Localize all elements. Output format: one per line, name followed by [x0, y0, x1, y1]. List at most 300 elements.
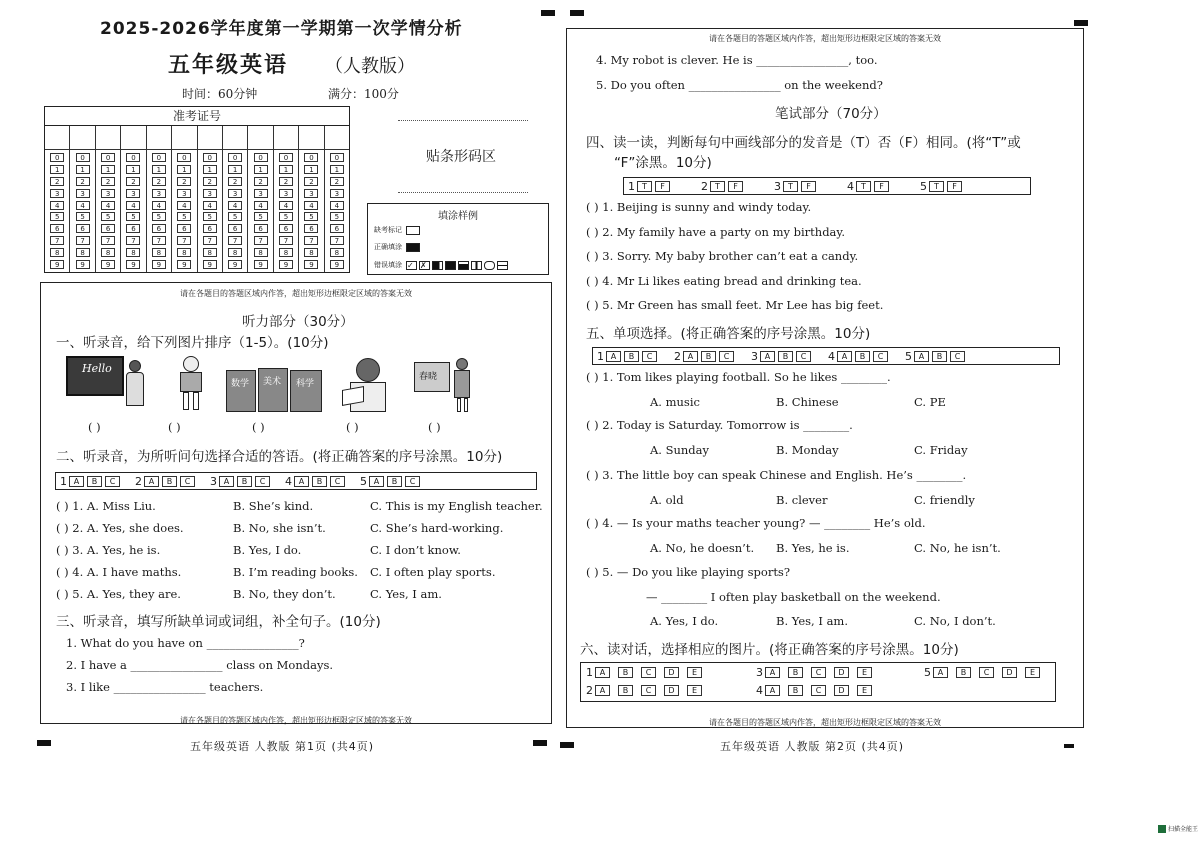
fill-blank-question[interactable]: 2. I have a ________________ class on Mondays. — [66, 658, 334, 672]
digit-bubble[interactable]: 0 — [76, 153, 90, 162]
choice-option-c[interactable]: C. Friday — [914, 443, 968, 457]
digit-bubble[interactable]: 4 — [203, 201, 217, 210]
admission-digit-entry[interactable] — [198, 126, 222, 150]
digit-bubble[interactable]: 2 — [279, 177, 293, 186]
digit-bubble[interactable]: 9 — [152, 260, 166, 269]
question-option-a[interactable]: ( ) 4. A. I have maths. — [56, 565, 182, 579]
digit-bubble[interactable]: 0 — [101, 153, 115, 162]
answer-number: 5 — [360, 474, 367, 488]
picture-bracket[interactable]: ( ) — [168, 420, 181, 434]
answer-group — [847, 180, 892, 193]
digit-bubble[interactable]: 4 — [177, 201, 191, 210]
digit-bubble[interactable]: 5 — [304, 212, 318, 221]
answer-number: 2 — [701, 179, 708, 193]
digit-bubble[interactable]: 0 — [177, 153, 191, 162]
answer-bubble[interactable]: A — [595, 685, 610, 696]
question-option-b[interactable]: B. She’s kind. — [233, 499, 314, 513]
choice-option-c[interactable]: C. friendly — [914, 493, 975, 507]
digit-bubble[interactable]: 9 — [279, 260, 293, 269]
digit-bubble[interactable]: 1 — [101, 165, 115, 174]
answer-bubble[interactable]: C — [180, 476, 195, 487]
fill-blank-question[interactable]: 5. Do you often ________________ on the weekend? — [596, 78, 883, 92]
picture-bracket[interactable]: ( ) — [88, 420, 101, 434]
answer-bubble[interactable]: A — [765, 667, 780, 678]
question-option-b[interactable]: B. No, she isn’t. — [233, 521, 326, 535]
digit-bubble[interactable]: 9 — [304, 260, 318, 269]
digit-bubble[interactable]: 8 — [177, 248, 191, 257]
digit-bubble[interactable]: 8 — [50, 248, 64, 257]
admission-digit-entry[interactable] — [70, 126, 94, 150]
digit-bubble[interactable]: 5 — [254, 212, 268, 221]
answer-bubble[interactable]: A — [219, 476, 234, 487]
answer-bubble[interactable]: D — [664, 685, 679, 696]
answer-bubble[interactable]: T — [783, 181, 798, 192]
digit-bubble[interactable]: 8 — [203, 248, 217, 257]
answer-bubble[interactable]: F — [655, 181, 670, 192]
digit-bubble[interactable]: 4 — [101, 201, 115, 210]
absent-box[interactable] — [406, 226, 420, 235]
digit-bubble[interactable]: 1 — [304, 165, 318, 174]
digit-bubble[interactable]: 7 — [50, 236, 64, 245]
answer-bubble[interactable]: B — [932, 351, 947, 362]
answer-bubble[interactable]: E — [1025, 667, 1040, 678]
answer-number: 1 — [586, 666, 593, 679]
digit-bubble[interactable]: 8 — [126, 248, 140, 257]
digit-bubble[interactable]: 8 — [101, 248, 115, 257]
choice-option-a[interactable]: A. Yes, I do. — [650, 614, 719, 628]
digit-bubble[interactable]: 3 — [304, 189, 318, 198]
digit-bubble[interactable]: 9 — [330, 260, 344, 269]
admission-column — [248, 126, 273, 272]
picture-bracket[interactable]: ( ) — [428, 420, 441, 434]
digit-bubble[interactable]: 2 — [203, 177, 217, 186]
digit-bubble[interactable]: 1 — [152, 165, 166, 174]
digit-bubble[interactable]: 7 — [177, 236, 191, 245]
answer-bubble[interactable]: C — [330, 476, 345, 487]
answer-bubble[interactable]: B — [788, 667, 803, 678]
choice-option-c[interactable]: C. No, he isn’t. — [914, 541, 1001, 555]
answer-bubble[interactable]: C — [979, 667, 994, 678]
answer-bubble[interactable]: E — [687, 667, 702, 678]
answer-group — [135, 475, 198, 488]
digit-bubble[interactable]: 1 — [50, 165, 64, 174]
admission-digit-entry[interactable] — [248, 126, 272, 150]
digit-bubble[interactable]: 5 — [101, 212, 115, 221]
section-5-title: 五、单项选择。(将正确答案的序号涂黑。10分) — [586, 326, 871, 342]
answer-number: 4 — [285, 474, 292, 488]
judge-question[interactable]: ( ) 2. My family have a party on my birthday. — [586, 224, 846, 239]
correct-label: 正确填涂 — [374, 243, 402, 251]
admission-column — [147, 126, 172, 272]
judge-question[interactable]: ( ) 3. Sorry. My baby brother can’t eat a candy. — [586, 249, 859, 263]
admission-digit-entry[interactable] — [223, 126, 247, 150]
admission-digit-entry[interactable] — [172, 126, 196, 150]
judge-question[interactable]: ( ) 4. Mr Li likes eating bread and drinking tea. — [586, 273, 862, 288]
choice-question-reply[interactable]: — ________ I often play basketball on the weekend. — [646, 590, 941, 604]
digit-bubble[interactable]: 9 — [203, 260, 217, 269]
hello-text: Hello — [82, 362, 112, 375]
choice-option-b[interactable]: B. Chinese — [776, 395, 839, 409]
answer-bubble[interactable]: D — [834, 667, 849, 678]
digit-bubble[interactable]: 0 — [304, 153, 318, 162]
question-option-c[interactable]: C. Yes, I am. — [370, 587, 442, 601]
question-option-b[interactable]: B. No, they don’t. — [233, 587, 336, 601]
digit-bubble[interactable]: 0 — [228, 153, 242, 162]
fill-blank-question[interactable]: 4. My robot is clever. He is ________________, too. — [596, 53, 878, 67]
digit-bubble[interactable]: 6 — [304, 224, 318, 233]
check-icon: ✓ — [406, 261, 417, 270]
answer-bubble[interactable]: B — [387, 476, 402, 487]
digit-bubble[interactable]: 3 — [279, 189, 293, 198]
digit-bubble[interactable]: 9 — [254, 260, 268, 269]
digit-bubble[interactable]: 9 — [177, 260, 191, 269]
digit-bubble[interactable]: 9 — [50, 260, 64, 269]
registration-mark — [541, 10, 555, 16]
digit-bubble[interactable]: 0 — [203, 153, 217, 162]
digit-bubble[interactable]: 4 — [304, 201, 318, 210]
answer-bubble[interactable]: E — [687, 685, 702, 696]
section-5-answer-row — [592, 347, 1060, 365]
digit-bubble[interactable]: 3 — [50, 189, 64, 198]
digit-bubble[interactable]: 7 — [203, 236, 217, 245]
answer-number: 3 — [774, 179, 781, 193]
answer-bubble[interactable]: F — [947, 181, 962, 192]
answer-bubble[interactable]: B — [701, 351, 716, 362]
answer-bubble[interactable]: C — [796, 351, 811, 362]
answer-bubble[interactable]: F — [874, 181, 889, 192]
question-option-a[interactable]: ( ) 5. A. Yes, they are. — [56, 587, 181, 601]
maths-book-label: 数学 — [231, 379, 250, 389]
answer-number: 3 — [756, 666, 763, 679]
question-option-b[interactable]: B. Yes, I do. — [233, 543, 302, 557]
science-book-label: 科学 — [296, 379, 315, 389]
digit-bubble[interactable]: 0 — [254, 153, 268, 162]
digit-bubble[interactable]: 7 — [304, 236, 318, 245]
admission-digit-options — [325, 150, 349, 272]
digit-bubble[interactable]: 8 — [304, 248, 318, 257]
digit-bubble[interactable]: 8 — [228, 248, 242, 257]
digit-bubble[interactable]: 3 — [228, 189, 242, 198]
digit-bubble[interactable]: 7 — [126, 236, 140, 245]
answer-bubble[interactable]: C — [811, 667, 826, 678]
digit-bubble[interactable]: 5 — [50, 212, 64, 221]
answer-bubble[interactable]: A — [294, 476, 309, 487]
choice-question[interactable]: ( ) 4. — Is your maths teacher young? — ________ He’s old. — [586, 516, 926, 530]
digit-bubble[interactable]: 8 — [330, 248, 344, 257]
digit-bubble[interactable]: 2 — [126, 177, 140, 186]
admission-digit-entry[interactable] — [325, 126, 349, 150]
admission-digit-entry[interactable] — [96, 126, 120, 150]
answer-bubble[interactable]: B — [778, 351, 793, 362]
page-footer-1: 五年级英语 人教版 第1页 (共4页) — [190, 740, 375, 753]
digit-bubble[interactable]: 4 — [254, 201, 268, 210]
answer-bubble[interactable]: A — [837, 351, 852, 362]
score-label: 满分：100分 — [328, 87, 399, 101]
answer-bubble[interactable]: C — [811, 685, 826, 696]
answer-bubble[interactable]: C — [950, 351, 965, 362]
choice-option-b[interactable]: B. Monday — [776, 443, 839, 457]
answer-bubble[interactable]: D — [664, 667, 679, 678]
digit-bubble[interactable]: 5 — [76, 212, 90, 221]
question-option-c[interactable]: C. I don’t know. — [370, 543, 461, 557]
digit-bubble[interactable]: 0 — [152, 153, 166, 162]
fill-sample-box — [367, 203, 549, 275]
answer-bubble[interactable]: A — [933, 667, 948, 678]
digit-bubble[interactable]: 8 — [254, 248, 268, 257]
digit-bubble[interactable]: 6 — [279, 224, 293, 233]
digit-bubble[interactable]: 5 — [203, 212, 217, 221]
digit-bubble[interactable]: 2 — [152, 177, 166, 186]
admission-digit-entry[interactable] — [147, 126, 171, 150]
digit-bubble[interactable]: 1 — [254, 165, 268, 174]
digit-bubble[interactable]: 6 — [254, 224, 268, 233]
answer-note: 请在各题目的答题区域内作答，超出矩形边框限定区域的答案无效 — [709, 718, 941, 727]
choice-option-b[interactable]: B. Yes, I am. — [776, 614, 848, 628]
digit-bubble[interactable]: 6 — [101, 224, 115, 233]
digit-bubble[interactable]: 4 — [279, 201, 293, 210]
digit-bubble[interactable]: 9 — [76, 260, 90, 269]
digit-bubble[interactable]: 4 — [228, 201, 242, 210]
digit-bubble[interactable]: 1 — [126, 165, 140, 174]
admission-digit-entry[interactable] — [45, 126, 69, 150]
digit-bubble[interactable]: 1 — [279, 165, 293, 174]
answer-bubble[interactable]: A — [69, 476, 84, 487]
digit-bubble[interactable]: 6 — [330, 224, 344, 233]
choice-option-a[interactable]: A. Sunday — [650, 443, 710, 457]
question-option-a[interactable]: ( ) 1. A. Miss Liu. — [56, 499, 156, 513]
answer-bubble[interactable]: A — [760, 351, 775, 362]
answer-bubble[interactable]: C — [105, 476, 120, 487]
answer-bubble[interactable]: A — [595, 667, 610, 678]
answer-bubble[interactable]: T — [710, 181, 725, 192]
digit-bubble[interactable]: 2 — [330, 177, 344, 186]
picture-bracket[interactable]: ( ) — [252, 420, 265, 434]
admission-digit-entry[interactable] — [121, 126, 145, 150]
fill-blank-question[interactable]: 3. I like ________________ teachers. — [66, 680, 264, 694]
choice-option-b[interactable]: B. Yes, he is. — [776, 541, 850, 555]
answer-group — [586, 684, 710, 697]
digit-bubble[interactable]: 6 — [177, 224, 191, 233]
digit-bubble[interactable]: 6 — [203, 224, 217, 233]
digit-bubble[interactable]: 7 — [254, 236, 268, 245]
logo-icon — [1158, 825, 1166, 833]
question-option-a[interactable]: ( ) 3. A. Yes, he is. — [56, 543, 161, 557]
digit-bubble[interactable]: 1 — [330, 165, 344, 174]
digit-bubble[interactable]: 8 — [76, 248, 90, 257]
admission-digit-options — [147, 150, 171, 272]
answer-number: 2 — [135, 474, 142, 488]
absent-label: 缺考标记 — [374, 226, 402, 234]
digit-bubble[interactable]: 9 — [101, 260, 115, 269]
digit-bubble[interactable]: 9 — [228, 260, 242, 269]
digit-bubble[interactable]: 6 — [76, 224, 90, 233]
digit-bubble[interactable]: 2 — [177, 177, 191, 186]
answer-bubble[interactable]: A — [144, 476, 159, 487]
question-option-a[interactable]: ( ) 2. A. Yes, she does. — [56, 521, 184, 535]
digit-bubble[interactable]: 1 — [177, 165, 191, 174]
digit-bubble[interactable]: 2 — [101, 177, 115, 186]
digit-bubble[interactable]: 6 — [50, 224, 64, 233]
answer-group — [210, 475, 273, 488]
answer-bubble[interactable]: T — [856, 181, 871, 192]
answer-bubble[interactable]: A — [606, 351, 621, 362]
answer-bubble[interactable]: B — [312, 476, 327, 487]
answer-bubble[interactable]: A — [765, 685, 780, 696]
choice-question[interactable]: ( ) 3. The little boy can speak Chinese and English. He’s ________. — [586, 468, 967, 482]
choice-option-a[interactable]: A. old — [650, 493, 684, 507]
answer-bubble[interactable]: A — [369, 476, 384, 487]
answer-bubble[interactable]: B — [624, 351, 639, 362]
admission-digit-entry[interactable] — [299, 126, 323, 150]
digit-bubble[interactable]: 7 — [279, 236, 293, 245]
fill-sample-title: 填涂样例 — [438, 211, 478, 222]
digit-bubble[interactable]: 7 — [152, 236, 166, 245]
judge-question[interactable]: ( ) 5. Mr Green has small feet. Mr Lee has big feet. — [586, 298, 884, 312]
answer-bubble[interactable]: E — [857, 667, 872, 678]
digit-bubble[interactable]: 1 — [228, 165, 242, 174]
answer-group — [674, 350, 737, 363]
answer-bubble[interactable]: C — [641, 667, 656, 678]
choice-question[interactable]: ( ) 1. Tom likes playing football. So he likes ________. — [586, 370, 891, 384]
answer-bubble[interactable]: C — [641, 685, 656, 696]
digit-bubble[interactable]: 3 — [330, 189, 344, 198]
digit-bubble[interactable]: 2 — [304, 177, 318, 186]
digit-bubble[interactable]: 5 — [126, 212, 140, 221]
choice-question[interactable]: ( ) 2. Today is Saturday. Tomorrow is ________. — [586, 418, 853, 432]
partial-fill-icon — [458, 261, 469, 270]
admission-column — [223, 126, 248, 272]
choice-option-b[interactable]: B. clever — [776, 493, 828, 507]
digit-bubble[interactable]: 5 — [279, 212, 293, 221]
digit-bubble[interactable]: 5 — [177, 212, 191, 221]
answer-number: 1 — [597, 349, 604, 363]
answer-bubble[interactable]: E — [857, 685, 872, 696]
digit-bubble[interactable]: 3 — [126, 189, 140, 198]
question-option-c[interactable]: C. She’s hard-working. — [370, 521, 504, 535]
digit-bubble[interactable]: 7 — [330, 236, 344, 245]
answer-bubble[interactable]: C — [255, 476, 270, 487]
digit-bubble[interactable]: 4 — [50, 201, 64, 210]
answer-bubble[interactable]: A — [683, 351, 698, 362]
subject-title: 五年级英语 — [168, 52, 289, 78]
choice-option-c[interactable]: C. PE — [914, 395, 946, 409]
digit-bubble[interactable]: 9 — [126, 260, 140, 269]
answer-bubble[interactable]: B — [956, 667, 971, 678]
answer-bubble[interactable]: A — [914, 351, 929, 362]
digit-bubble[interactable]: 2 — [50, 177, 64, 186]
digit-bubble[interactable]: 1 — [76, 165, 90, 174]
answer-bubble[interactable]: T — [929, 181, 944, 192]
answer-bubble[interactable]: B — [855, 351, 870, 362]
admission-column — [198, 126, 223, 272]
digit-bubble[interactable]: 0 — [50, 153, 64, 162]
digit-bubble[interactable]: 3 — [101, 189, 115, 198]
digit-bubble[interactable]: 3 — [254, 189, 268, 198]
digit-bubble[interactable]: 6 — [126, 224, 140, 233]
answer-bubble[interactable]: F — [801, 181, 816, 192]
digit-bubble[interactable]: 4 — [152, 201, 166, 210]
answer-group — [756, 684, 880, 697]
digit-bubble[interactable]: 7 — [228, 236, 242, 245]
answer-bubble[interactable]: C — [405, 476, 420, 487]
choice-question[interactable]: ( ) 5. — Do you like playing sports? — [586, 565, 791, 579]
answer-bubble[interactable]: F — [728, 181, 743, 192]
digit-bubble[interactable]: 5 — [228, 212, 242, 221]
answer-group — [756, 666, 880, 679]
digit-bubble[interactable]: 2 — [76, 177, 90, 186]
question-option-c[interactable]: C. I often play sports. — [370, 565, 496, 579]
digit-bubble[interactable]: 0 — [330, 153, 344, 162]
answer-bubble[interactable]: B — [618, 685, 633, 696]
page-footer-2: 五年级英语 人教版 第2页 (共4页) — [720, 740, 905, 753]
digit-bubble[interactable]: 7 — [76, 236, 90, 245]
digit-bubble[interactable]: 1 — [203, 165, 217, 174]
overfill-icon — [445, 261, 456, 270]
digit-bubble[interactable]: 2 — [228, 177, 242, 186]
exam-title: 2025-2026学年度第一学期第一次学情分析 — [100, 19, 463, 39]
digit-bubble[interactable]: 5 — [330, 212, 344, 221]
answer-bubble[interactable]: C — [719, 351, 734, 362]
answer-bubble[interactable]: C — [873, 351, 888, 362]
fill-blank-question[interactable]: 1. What do you have on ________________? — [66, 636, 305, 650]
answer-bubble[interactable]: D — [834, 685, 849, 696]
written-title: 笔试部分（70分） — [775, 106, 887, 122]
answer-bubble[interactable]: B — [788, 685, 803, 696]
choice-option-a[interactable]: A. music — [650, 395, 700, 409]
answer-bubble[interactable]: B — [162, 476, 177, 487]
digit-bubble[interactable]: 7 — [101, 236, 115, 245]
circle-icon — [484, 261, 495, 270]
poem-teacher-picture — [414, 358, 474, 414]
section-4-title: 四、读一读，判断每句中画线部分的发音是（T）否（F）相同。(将“T”或 — [586, 135, 1021, 151]
answer-group — [586, 666, 710, 679]
choice-option-a[interactable]: A. No, he doesn’t. — [650, 541, 755, 555]
answer-bubble[interactable]: B — [618, 667, 633, 678]
answer-bubble[interactable]: B — [237, 476, 252, 487]
digit-bubble[interactable]: 5 — [152, 212, 166, 221]
digit-bubble[interactable]: 4 — [330, 201, 344, 210]
digit-bubble[interactable]: 3 — [203, 189, 217, 198]
judge-question[interactable]: ( ) 1. Beijing is sunny and windy today. — [586, 200, 812, 214]
divider — [398, 192, 528, 193]
picture-bracket[interactable]: ( ) — [346, 420, 359, 434]
digit-bubble[interactable]: 6 — [152, 224, 166, 233]
question-option-c[interactable]: C. This is my English teacher. — [370, 499, 543, 513]
digit-bubble[interactable]: 3 — [177, 189, 191, 198]
answer-bubble[interactable]: B — [87, 476, 102, 487]
reading-boy-picture — [342, 358, 394, 414]
registration-mark — [37, 740, 51, 746]
digit-bubble[interactable]: 3 — [152, 189, 166, 198]
digit-bubble[interactable]: 0 — [126, 153, 140, 162]
digit-bubble[interactable]: 2 — [254, 177, 268, 186]
digit-bubble[interactable]: 4 — [126, 201, 140, 210]
digit-bubble[interactable]: 4 — [76, 201, 90, 210]
choice-option-c[interactable]: C. No, I don’t. — [914, 614, 996, 628]
question-option-b[interactable]: B. I’m reading books. — [233, 565, 358, 579]
digit-bubble[interactable]: 8 — [152, 248, 166, 257]
answer-bubble[interactable]: T — [637, 181, 652, 192]
answer-bubble[interactable]: D — [1002, 667, 1017, 678]
admission-digit-entry[interactable] — [274, 126, 298, 150]
digit-bubble[interactable]: 3 — [76, 189, 90, 198]
digit-bubble[interactable]: 0 — [279, 153, 293, 162]
digit-bubble[interactable]: 6 — [228, 224, 242, 233]
digit-bubble[interactable]: 8 — [279, 248, 293, 257]
admission-column — [45, 126, 70, 272]
section-2-answer-row — [55, 472, 537, 490]
answer-bubble[interactable]: C — [642, 351, 657, 362]
